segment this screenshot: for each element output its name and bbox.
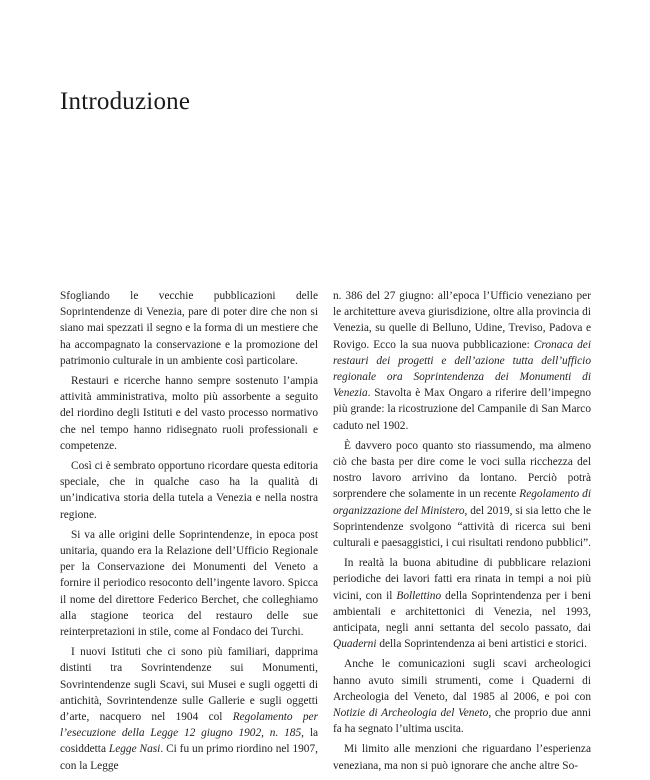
paragraph <box>333 288 591 434</box>
text-run: Restauri e ricerche hanno sempre sostenuto l’ampia attività amministrativa, molto più assorbente a seguito del riordino degli Istituti e del vasto processo normativo che nel tempo hanno ridisegnato ruoli professionali e competenze. <box>60 375 318 452</box>
text-run: Così ci è sembrato opportuno ricordare questa editoria speciale, che in qualche caso ha la qualità di un’indicativa storia della tutela a Venezia e nella nostra regione. <box>60 460 318 521</box>
paragraph <box>60 288 318 369</box>
paragraph <box>333 741 591 773</box>
italic-run: Cronaca dei restauri dei progetti e dell’azione tutta dell’ufficio regionale ora Soprintendenza dei Monumenti di Venezia <box>333 338 591 400</box>
paragraph <box>60 527 318 640</box>
italic-run: Quaderni <box>333 638 377 651</box>
text-run: , del 2019, si sia letto che le Soprintendenze svolgono “attività di ricerca sui beni culturali e paesaggistici, i cui risultati rendono pubblici”. <box>333 504 592 550</box>
paragraph <box>60 644 318 774</box>
italic-run: Notizie di Archeologia del Veneto <box>333 707 489 720</box>
text-run: . Ci fu un primo riordino nel 1907, con la Legge <box>60 743 318 772</box>
text-run: , che proprio due anni fa ha segnato l’ultima uscita. <box>333 707 591 736</box>
text-run: In realtà la buona abitudine di pubblicare relazioni periodiche dei lavori fatti era rinata in tempi a noi più vicini, con il <box>333 557 591 602</box>
text-run: I nuovi Istituti che ci sono più familiari, dapprima distinti tra Sovrintendenze sui Monumenti, Sovrintendenze sugli Scavi, sui Musei e sugli oggetti di antichità, Sovrintendenze sulle Gallerie e sugli oggetti d’arte, nacquero nel 1904 col <box>60 646 318 724</box>
italic-run: Regolamento per l’esecuzione della Legge 12 giugno 1902, n. 185 <box>60 711 318 740</box>
text-run: Sfogliando le vecchie pubblicazioni delle Soprintendenze di Venezia, pare di poter dire che non si siano mai spezzati il segno e la forma di un mestiere che ha accompagnato la conservazione e la promozione del patrimonio culturale in un ambiente così particolare. <box>60 290 318 367</box>
right-text-column <box>333 288 591 778</box>
italic-run: Regolamento di organizzazione del Ministero <box>333 488 591 517</box>
paragraph <box>333 438 591 551</box>
text-run: Mi limito alle menzioni che riguardano l’esperienza veneziana, ma non si può ignorare che anche altre So- <box>333 743 591 772</box>
left-text-column <box>60 288 318 778</box>
text-run: È davvero poco quanto sto riassumendo, ma almeno ciò che basta per dire come le voci sulla ricchezza del nostro lavoro arrivino da lontano. Perciò potrà sorprendere che solamente in un recente <box>333 439 591 501</box>
paragraph <box>333 656 591 737</box>
paragraph <box>60 458 318 523</box>
paragraph <box>333 555 591 652</box>
text-run: della Soprintendenza ai beni artistici e storici. <box>376 638 587 651</box>
page-title: Introduzione <box>60 88 191 115</box>
paragraph <box>60 373 318 454</box>
text-run: . Stavolta è Max Ongaro a riferire dell’impegno più grande: la ricostruzione del Campanile di San Marco caduto nel 1902. <box>333 387 591 432</box>
italic-run: Legge Nasi <box>108 743 161 756</box>
italic-run: Bollettino <box>396 589 442 602</box>
text-run: Si va alle origini delle Soprintendenze, in epoca post unitaria, quando era la Relazione dell’Ufficio Regionale per la Conservazione dei Monumenti del Veneto a fornire il periodico resoconto dell’ingente lavoro. Spicca il nome del direttore Federico Berchet, che colleghiamo alla stagione teorica del restauro delle sue reinterpretazioni in stile, come al Fondaco dei Turchi. <box>60 528 318 639</box>
text-run: n. 386 del 27 giugno: all’epoca l’Ufficio veneziano per le architetture aveva giurisdizione, oltre alla provincia di Venezia, su quelle di Belluno, Udine, Treviso, Padova e Rovigo. Ecco la sua nuova pubblicazione: <box>333 290 591 351</box>
text-run: della Soprintendenza per i beni ambientali e architettonici di Venezia, nel 1993, anticipata, negli anni settanta del secolo passato, dai <box>333 589 592 635</box>
text-run: Anche le comunicazioni sugli scavi archeologici hanno avuto simili strumenti, come i Quaderni di Archeologia del Veneto, dal 1985 al 2006, e poi con <box>333 658 591 703</box>
text-run: , la cosiddetta <box>60 727 319 756</box>
